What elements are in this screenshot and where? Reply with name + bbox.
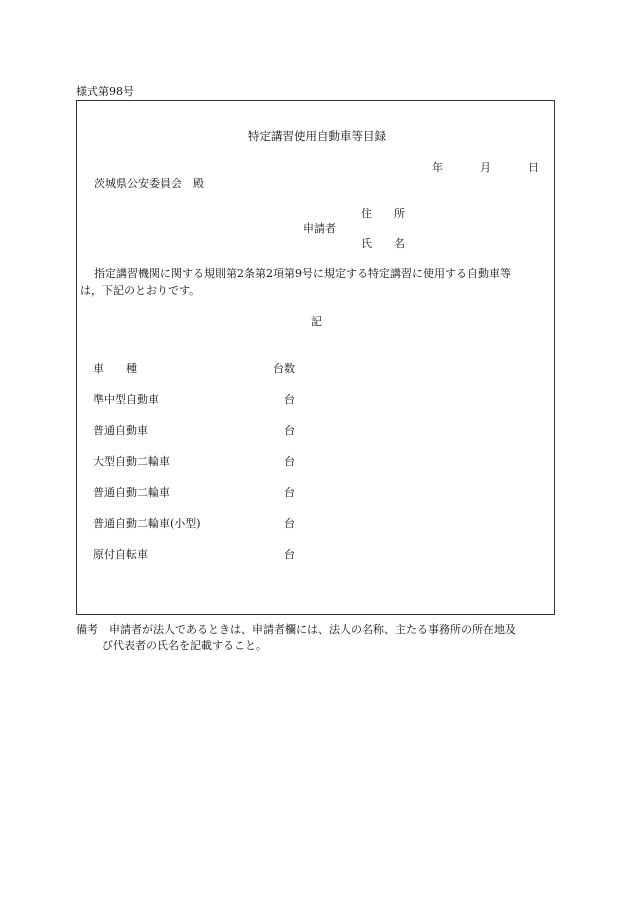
applicant-address-label: 住 所 [361, 207, 405, 220]
ki-heading: 記 [311, 315, 322, 328]
table-row [93, 453, 303, 467]
body-text-line-2: は，下記のとおりです。 [80, 284, 201, 297]
vehicle-type: 普通自動二輪車 [93, 486, 170, 499]
table-row [93, 546, 303, 560]
date-year: 年 [432, 161, 443, 174]
vehicle-table-header [93, 360, 303, 374]
table-row [93, 515, 303, 529]
vehicle-type: 準中型自動車 [93, 393, 159, 406]
vehicle-type: 普通自動二輪車(小型) [93, 517, 201, 530]
count-unit: 台 [284, 486, 295, 499]
form-title: 特定講習使用自動車等目録 [248, 129, 386, 143]
date-month: 月 [480, 161, 491, 174]
table-row [93, 391, 303, 405]
count-unit: 台 [284, 424, 295, 437]
body-text-line-1: 指定講習機関に関する規則第2条第2項第9号に規定する特定講習に使用する自動車等 [94, 267, 511, 280]
vehicle-type: 普通自動車 [93, 424, 148, 437]
vehicle-type: 大型自動二輪車 [93, 455, 170, 468]
count-unit: 台 [284, 548, 295, 561]
count-unit: 台 [284, 455, 295, 468]
table-row [93, 422, 303, 436]
form-number: 様式第98号 [76, 85, 134, 98]
note-line-1: 備考 申請者が法人であるときは、申請者欄には、法人の名称、主たる事務所の所在地及 [76, 623, 516, 636]
addressee: 茨城県公安委員会 殿 [94, 177, 204, 190]
header-vehicle-type: 車 種 [93, 362, 137, 375]
count-unit: 台 [284, 393, 295, 406]
note-line-2: び代表者の氏名を記載すること。 [102, 639, 267, 652]
applicant-label: 申請者 [303, 222, 336, 235]
vehicle-type: 原付自転車 [93, 548, 148, 561]
date-day: 日 [528, 161, 539, 174]
applicant-name-label: 氏 名 [361, 237, 405, 250]
table-row [93, 484, 303, 498]
header-count: 台数 [273, 362, 295, 375]
count-unit: 台 [284, 517, 295, 530]
